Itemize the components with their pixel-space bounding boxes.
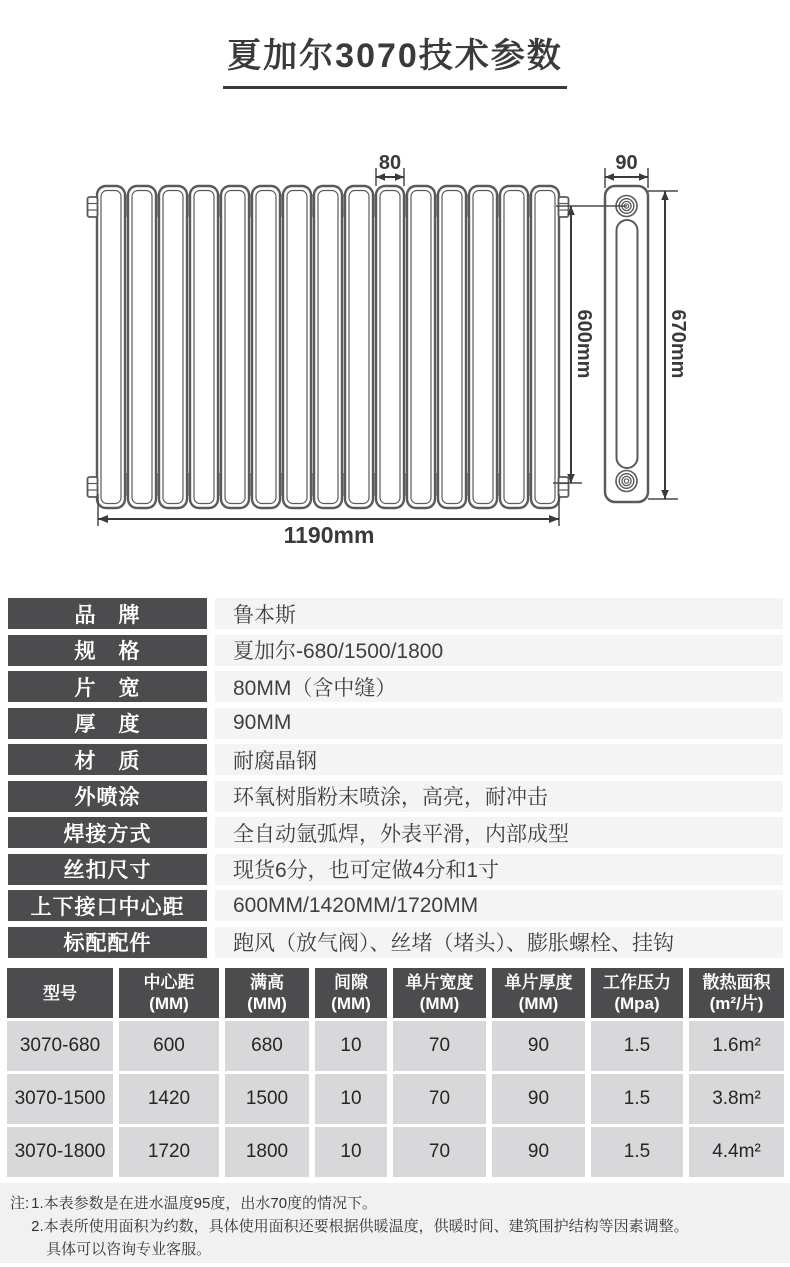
col-header-full-height — [225, 968, 309, 1018]
footnote-lines — [29, 1192, 776, 1263]
cell-value: 10 — [315, 1074, 387, 1124]
cell-model: 3070-680 — [7, 1021, 113, 1071]
footnotes — [0, 1183, 790, 1263]
spec-row-thickness — [8, 708, 783, 739]
spec-row-coating — [8, 781, 783, 812]
dim-label-90: 90 — [615, 152, 638, 174]
spec-value: 耐腐晶钢 — [215, 744, 783, 775]
header-unit: (m²/片) — [709, 994, 764, 1013]
cell-value: 70 — [393, 1021, 486, 1071]
cell-value: 3.8m² — [689, 1074, 784, 1124]
cell-value: 1.5 — [591, 1074, 683, 1124]
spec-value: 鲁本斯 — [215, 598, 783, 629]
cell-value: 1420 — [119, 1074, 219, 1124]
header-unit: (MM) — [247, 994, 287, 1013]
header-unit: (MM) — [419, 994, 460, 1013]
cell-value: 70 — [393, 1127, 486, 1177]
dimension-total-height — [648, 191, 689, 499]
cell-value: 10 — [315, 1021, 387, 1071]
spec-row-accessories — [8, 927, 783, 958]
footnote-line: 具体可以咨询专业客服。 — [46, 1241, 212, 1258]
dim-label-1190mm: 1190mm — [283, 522, 375, 548]
dim-label-600mm: 600mm — [573, 309, 595, 379]
footnote-line: 2.本表所使用面积为约数，具体使用面积还要根据供暖温度，供暖时间、建筑围护结构等因素调整。 — [31, 1218, 689, 1235]
spec-label: 丝扣尺寸 — [8, 854, 207, 885]
spec-label: 品 牌 — [8, 598, 207, 629]
col-header-fin-thickness — [492, 968, 585, 1018]
header-unit: (MM) — [331, 994, 371, 1013]
spec-label: 上下接口中心距 — [8, 890, 207, 921]
col-header-gap — [315, 968, 387, 1018]
spec-label: 规 格 — [8, 635, 207, 666]
spec-value: 夏加尔-680/1500/1800 — [215, 635, 783, 666]
spec-row-specification — [8, 635, 783, 666]
header-line: 单片宽度 — [405, 973, 474, 992]
cell-value: 1500 — [225, 1074, 309, 1124]
spec-row-brand — [8, 598, 783, 629]
spec-value: 跑风（放气阀）、丝堵（堵头）、膨胀螺栓、挂钩 — [215, 927, 783, 958]
spec-value: 90MM — [215, 708, 783, 739]
header-line: 中心距 — [143, 973, 195, 992]
radiator-technical-drawing — [0, 138, 790, 568]
spec-label: 外喷涂 — [8, 781, 207, 812]
dimension-fin-width — [376, 152, 404, 186]
side-bottom-port — [616, 471, 637, 492]
spec-row-welding — [8, 817, 783, 848]
dimension-depth — [605, 152, 648, 188]
header-line: 散热面积 — [702, 973, 771, 992]
spec-table — [8, 598, 783, 958]
spec-row-material — [8, 744, 783, 775]
spec-value: 全自动氩弧焊，外表平滑，内部成型 — [215, 817, 783, 848]
spec-label: 标配配件 — [8, 927, 207, 958]
model-data-table — [7, 968, 784, 1177]
col-header-heating-area — [689, 968, 784, 1018]
cell-model: 3070-1500 — [7, 1074, 113, 1124]
radiator-front-view — [88, 186, 569, 508]
spec-value: 环氧树脂粉末喷涂，高亮，耐冲击 — [215, 781, 783, 812]
radiator-side-view — [605, 186, 648, 502]
header-line: 满高 — [250, 973, 284, 992]
fitting-top-left — [88, 197, 98, 217]
header-unit: (Mpa) — [614, 994, 660, 1013]
spec-row-fin-width — [8, 671, 783, 702]
header-unit: (MM) — [518, 994, 559, 1013]
header-line: 单片厚度 — [504, 973, 573, 992]
footnote-prefix: 注: — [10, 1195, 30, 1212]
cell-value: 1720 — [119, 1127, 219, 1177]
page-title-text: 夏加尔3070技术参数 — [223, 28, 567, 89]
spec-label: 厚 度 — [8, 708, 207, 739]
cell-value: 680 — [225, 1021, 309, 1071]
cell-value: 600 — [119, 1021, 219, 1071]
header-line: 型号 — [43, 983, 77, 1003]
spec-row-port-distance — [8, 890, 783, 921]
fitting-bottom-right — [559, 477, 569, 497]
cell-value: 70 — [393, 1074, 486, 1124]
fitting-top-right — [559, 197, 569, 217]
dim-label-670mm: 670mm — [667, 309, 689, 379]
footnote-line: 1.本表参数是在进水温度95度，出水70度的情况下。 — [31, 1195, 378, 1212]
cell-value: 90 — [492, 1021, 585, 1071]
cell-value: 10 — [315, 1127, 387, 1177]
col-header-model — [7, 968, 113, 1018]
cell-model: 3070-1800 — [7, 1127, 113, 1177]
spec-label: 焊接方式 — [8, 817, 207, 848]
spec-row-thread-size — [8, 854, 783, 885]
fitting-bottom-left — [88, 477, 98, 497]
col-header-working-pressure — [591, 968, 683, 1018]
col-header-center-distance — [119, 968, 219, 1018]
spec-value: 80MM（含中缝） — [215, 671, 783, 702]
header-line: 工作压力 — [603, 973, 671, 992]
cell-value: 90 — [492, 1127, 585, 1177]
spec-value: 现货6分，也可定做4分和1寸 — [215, 854, 783, 885]
cell-value: 4.4m² — [689, 1127, 784, 1177]
cell-value: 1.6m² — [689, 1021, 784, 1071]
spec-label: 材 质 — [8, 744, 207, 775]
spec-label: 片 宽 — [8, 671, 207, 702]
header-unit: (MM) — [149, 994, 189, 1013]
cell-value: 1800 — [225, 1127, 309, 1177]
cell-value: 1.5 — [591, 1127, 683, 1177]
page-title — [0, 28, 790, 89]
cell-value: 1.5 — [591, 1021, 683, 1071]
dim-label-80: 80 — [378, 152, 402, 174]
header-line: 间隙 — [334, 973, 368, 992]
spec-value: 600MM/1420MM/1720MM — [215, 890, 783, 921]
cell-value: 90 — [492, 1074, 585, 1124]
col-header-fin-width — [393, 968, 486, 1018]
